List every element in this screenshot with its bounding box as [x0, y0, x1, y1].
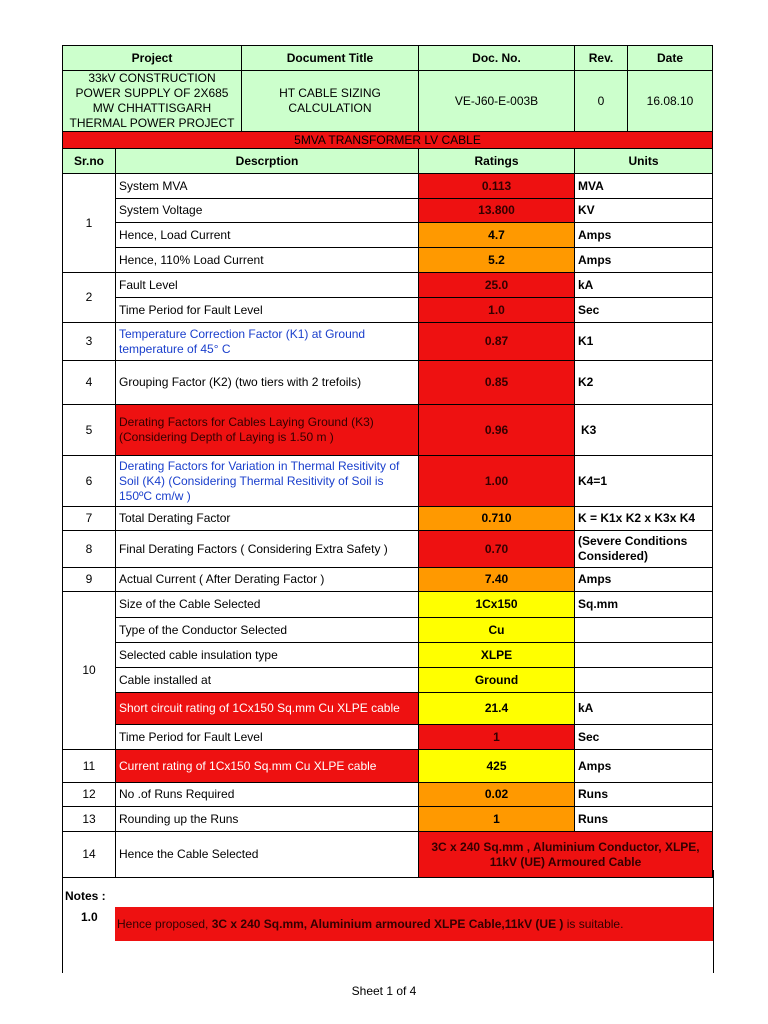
- table-row: [63, 693, 713, 725]
- notes-label: Notes :: [65, 889, 106, 903]
- description: Hence the Cable Selected: [116, 832, 419, 878]
- unit: Amps: [575, 568, 713, 592]
- unit: [575, 668, 713, 693]
- sr-no: 3: [63, 323, 116, 361]
- unit: Amps: [575, 248, 713, 273]
- col-description: Descrption: [116, 149, 419, 174]
- sr-no: 8: [63, 531, 116, 568]
- rating: 0.96: [419, 405, 575, 456]
- sr-no: 13: [63, 807, 116, 832]
- note-text: [115, 907, 713, 941]
- sr-no: 14: [63, 832, 116, 878]
- rating: XLPE: [419, 643, 575, 668]
- table-row: [63, 807, 713, 832]
- unit: [575, 643, 713, 668]
- rating: 21.4: [419, 693, 575, 725]
- description: Final Derating Factors ( Considering Extra Safety ): [116, 531, 419, 568]
- rating: 0.02: [419, 783, 575, 807]
- unit: kA: [575, 273, 713, 298]
- description: No .of Runs Required: [116, 783, 419, 807]
- rating: 1.0: [419, 298, 575, 323]
- rating: 5.2: [419, 248, 575, 273]
- note-suffix: is suitable.: [563, 917, 624, 931]
- cable-sizing-sheet: [62, 45, 712, 878]
- unit: Sec: [575, 298, 713, 323]
- description: Rounding up the Runs: [116, 807, 419, 832]
- unit: K3: [575, 405, 713, 456]
- note-prefix: Hence proposed,: [117, 917, 212, 931]
- calculation-table: [62, 45, 713, 878]
- table-row: [63, 456, 713, 507]
- table-row: [63, 273, 713, 298]
- table-row: [63, 223, 713, 248]
- project-name: 33kV CONSTRUCTION POWER SUPPLY OF 2X685 MW CHHATTISGARH THERMAL POWER PROJECT: [63, 71, 242, 132]
- description: Derating Factors for Variation in Thermal Resitivity of Soil (K4) (Considering Thermal Resitivity of Soil is 150ºC cm/w ): [116, 456, 419, 507]
- table-row: [63, 668, 713, 693]
- rating: 0.87: [419, 323, 575, 361]
- sr-no: 6: [63, 456, 116, 507]
- description: Actual Current ( After Derating Factor ): [116, 568, 419, 592]
- page-footer: Sheet 1 of 4: [351, 984, 417, 998]
- description: Hence, 110% Load Current: [116, 248, 419, 273]
- rating: 0.710: [419, 507, 575, 531]
- date-label: Date: [628, 46, 713, 71]
- unit: Amps: [575, 223, 713, 248]
- header-row: [63, 46, 713, 71]
- table-row: [63, 618, 713, 643]
- rating: Ground: [419, 668, 575, 693]
- table-row: [63, 592, 713, 618]
- project-label: Project: [63, 46, 242, 71]
- rating: Cu: [419, 618, 575, 643]
- description: Short circuit rating of 1Cx150 Sq.mm Cu XLPE cable: [116, 693, 419, 725]
- unit: K = K1x K2 x K3x K4: [575, 507, 713, 531]
- rating: 1: [419, 807, 575, 832]
- rating: 0.70: [419, 531, 575, 568]
- col-ratings: Ratings: [419, 149, 575, 174]
- description: Selected cable insulation type: [116, 643, 419, 668]
- note-number: 1.0: [81, 910, 98, 924]
- rating: 13.800: [419, 199, 575, 223]
- table-row: [63, 361, 713, 405]
- rating: 0.85: [419, 361, 575, 405]
- rating: 425: [419, 750, 575, 783]
- table-row: [63, 750, 713, 783]
- description: Fault Level: [116, 273, 419, 298]
- table-row: [63, 531, 713, 568]
- table-row: [63, 643, 713, 668]
- unit: Runs: [575, 807, 713, 832]
- table-row: [63, 323, 713, 361]
- notes-area: [62, 870, 714, 973]
- table-row: [63, 507, 713, 531]
- rev: 0: [575, 71, 628, 132]
- rating: 4.7: [419, 223, 575, 248]
- sr-no: 4: [63, 361, 116, 405]
- sr-no: 9: [63, 568, 116, 592]
- note-cable-spec: 3C x 240 Sq.mm, Aluminium armoured XLPE Cable,11kV (UE ): [211, 917, 564, 931]
- document-title: HT CABLE SIZING CALCULATION: [242, 71, 419, 132]
- section-banner: 5MVA TRANSFORMER LV CABLE: [63, 132, 713, 149]
- unit: Amps: [575, 750, 713, 783]
- description: Hence, Load Current: [116, 223, 419, 248]
- table-row: [63, 405, 713, 456]
- unit: K1: [575, 323, 713, 361]
- sr-no: 5: [63, 405, 116, 456]
- sr-no: 12: [63, 783, 116, 807]
- table-row: [63, 568, 713, 592]
- unit: Sq.mm: [575, 592, 713, 618]
- table-row: [63, 783, 713, 807]
- date: 16.08.10: [628, 71, 713, 132]
- description: Cable installed at: [116, 668, 419, 693]
- section-banner-row: [63, 132, 713, 149]
- rev-label: Rev.: [575, 46, 628, 71]
- project-info-row: [63, 71, 713, 132]
- description: Time Period for Fault Level: [116, 725, 419, 750]
- rating: 1.00: [419, 456, 575, 507]
- unit: K2: [575, 361, 713, 405]
- col-srno: Sr.no: [63, 149, 116, 174]
- column-header-row: [63, 149, 713, 174]
- sr-no: 2: [63, 273, 116, 323]
- description: Total Derating Factor: [116, 507, 419, 531]
- unit: K4=1: [575, 456, 713, 507]
- description: Current rating of 1Cx150 Sq.mm Cu XLPE cable: [116, 750, 419, 783]
- description: Time Period for Fault Level: [116, 298, 419, 323]
- unit: [575, 618, 713, 643]
- table-row: [63, 725, 713, 750]
- description: Derating Factors for Cables Laying Ground (K3) (Considering Depth of Laying is 1.50 m ): [116, 405, 419, 456]
- description: Size of the Cable Selected: [116, 592, 419, 618]
- description: Temperature Correction Factor (K1) at Ground temperature of 45° C: [116, 323, 419, 361]
- doc-no-label: Doc. No.: [419, 46, 575, 71]
- rating: 7.40: [419, 568, 575, 592]
- sr-no: 7: [63, 507, 116, 531]
- description: Type of the Conductor Selected: [116, 618, 419, 643]
- unit: KV: [575, 199, 713, 223]
- unit: Runs: [575, 783, 713, 807]
- description: System Voltage: [116, 199, 419, 223]
- rating: 0.113: [419, 174, 575, 199]
- rating: 1: [419, 725, 575, 750]
- table-row: [63, 174, 713, 199]
- table-row: [63, 298, 713, 323]
- selected-cable: 3C x 240 Sq.mm , Aluminium Conductor, XLPE, 11kV (UE) Armoured Cable: [419, 832, 713, 878]
- unit: (Severe Conditions Considered): [575, 531, 713, 568]
- col-units: Units: [575, 149, 713, 174]
- doc-no: VE-J60-E-003B: [419, 71, 575, 132]
- sr-no: 11: [63, 750, 116, 783]
- rating: 25.0: [419, 273, 575, 298]
- table-row: [63, 199, 713, 223]
- document-title-label: Document Title: [242, 46, 419, 71]
- unit: kA: [575, 693, 713, 725]
- rating: 1Cx150: [419, 592, 575, 618]
- unit: MVA: [575, 174, 713, 199]
- description: System MVA: [116, 174, 419, 199]
- sr-no: 1: [63, 174, 116, 273]
- sr-no: 10: [63, 592, 116, 750]
- description: Grouping Factor (K2) (two tiers with 2 trefoils): [116, 361, 419, 405]
- table-row: [63, 248, 713, 273]
- unit: Sec: [575, 725, 713, 750]
